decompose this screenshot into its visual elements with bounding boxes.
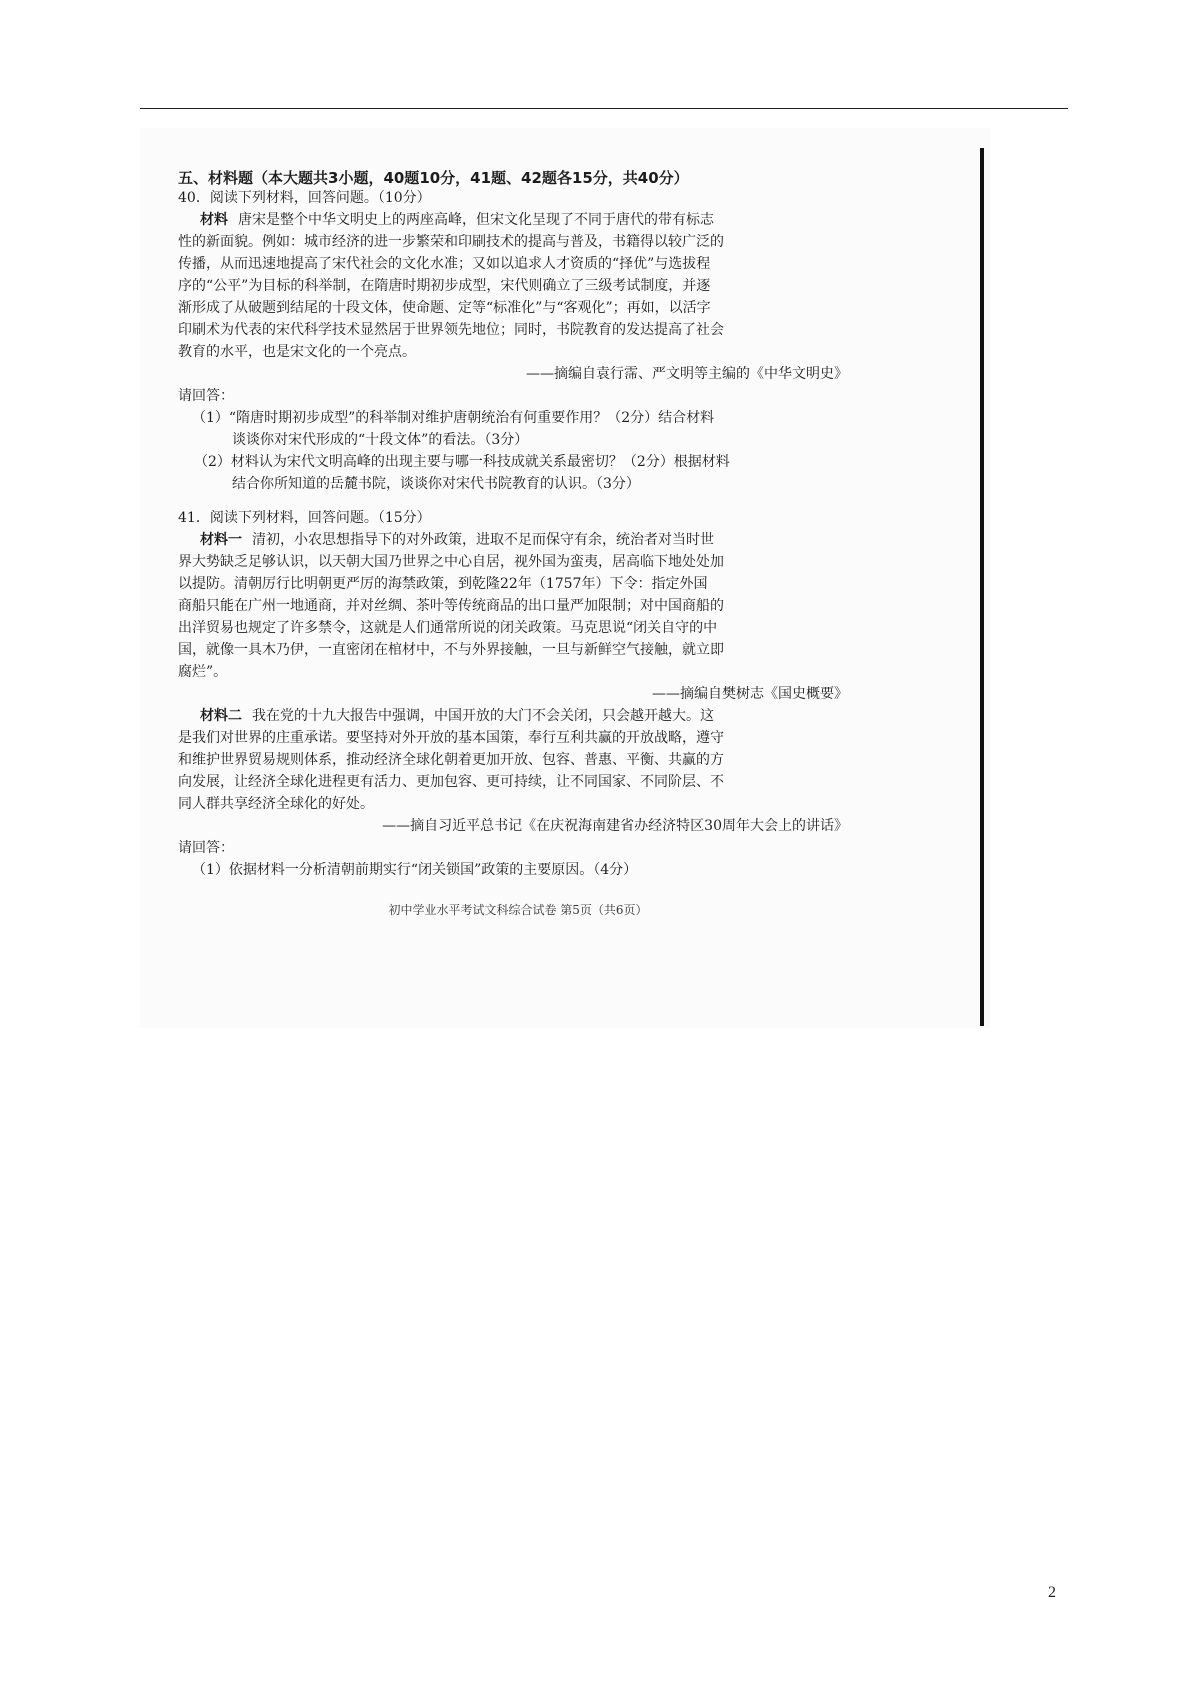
page-number: 2	[1048, 1584, 1056, 1601]
q41-prompt: 41．阅读下列材料，回答问题。（15分）	[178, 510, 431, 526]
q41-material2-line: 是我们对世界的庄重承诺。要坚持对外开放的基本国策，奉行互利共赢的开放战略，遵守	[178, 730, 724, 746]
q40-subquestion: （1）“隋唐时期初步成型”的科举制对维护唐朝统治有何重要作用？（2分）结合材料	[192, 410, 715, 426]
q41-material2-line	[200, 706, 880, 726]
q40-subquestion: 谈谈你对宋代形成的“十段文体”的看法。（3分）	[232, 432, 529, 448]
q40-material-label: 材料	[200, 212, 228, 228]
q40-material-line: 序的“公平”为目标的科举制，在隋唐时期初步成型，宋代则确立了三级考试制度，并逐	[178, 278, 711, 294]
q41-source2: ——摘自习近平总书记《在庆祝海南建省办经济特区30周年大会上的讲话》	[382, 818, 848, 834]
q41-source1: ——摘编自樊树志《国史概要》	[652, 686, 848, 702]
q41-material1-line: 出洋贸易也规定了许多禁令，这就是人们通常所说的闭关政策。马克思说“闭关自守的中	[178, 620, 718, 636]
q40-source: ——摘编自袁行霈、严文明等主编的《中华文明史》	[526, 366, 848, 382]
exam-footer: 初中学业水平考试文科综合试卷 第5页（共6页）	[388, 903, 648, 917]
q41-material1-line: 商船只能在广州一地通商，并对丝绸、茶叶等传统商品的出口量严加限制；对中国商船的	[178, 598, 724, 614]
q40-material-line: 渐形成了从破题到结尾的十段文体，使命题、定等“标准化”与“客观化”；再如，以活字	[178, 300, 711, 316]
q41-material1-line: 界大势缺乏足够认识，以天朝大国乃世界之中心自居，视外国为蛮夷，居高临下地处处加	[178, 554, 724, 570]
q41-material1-line: 以提防。清朝厉行比明朝更严厉的海禁政策，到乾隆22年（1757年）下令：指定外国	[178, 576, 708, 592]
q41-material1-line: 腐烂”。	[178, 664, 228, 680]
q40-material-text: 唐宋是整个中华文明史上的两座高峰，但宋文化呈现了不同于唐代的带有标志	[238, 212, 714, 228]
section-heading: 五、材料题（本大题共3小题，40题10分，41题、42题各15分，共40分）	[178, 169, 689, 187]
q40-material-line: 教育的水平，也是宋文化的一个亮点。	[178, 344, 416, 360]
q41-material1-text: 清初，小农思想指导下的对外政策，进取不足而保守有余，统治者对当时世	[252, 532, 714, 548]
scan-right-edge	[980, 148, 984, 1026]
q40-subquestion: 结合你所知道的岳麓书院，谈谈你对宋代书院教育的认识。（3分）	[232, 476, 640, 492]
q40-subquestion: （2）材料认为宋代文明高峰的出现主要与哪一科技成就关系最密切？（2分）根据材料	[194, 454, 730, 470]
q41-material2-label: 材料二	[200, 708, 242, 724]
q40-material-line	[200, 210, 880, 230]
q40-material-line: 印刷术为代表的宋代科学技术显然居于世界领先地位；同时，书院教育的发达提高了社会	[178, 322, 724, 338]
q41-material2-line: 同人群共享经济全球化的好处。	[178, 796, 374, 812]
q41-material1-line	[200, 530, 880, 550]
q41-material2-line: 和维护世界贸易规则体系，推动经济全球化朝着更加开放、包容、普惠、平衡、共赢的方	[178, 752, 724, 768]
q40-prompt: 40．阅读下列材料，回答问题。（10分）	[178, 190, 431, 206]
q41-subquestion: （1）依据材料一分析清朝前期实行“闭关锁国”政策的主要原因。（4分）	[192, 862, 638, 878]
q41-material2-line: 向发展，让经济全球化进程更有活力、更加包容、更可持续，让不同国家、不同阶层、不	[178, 774, 724, 790]
q40-material-line: 传播，从而迅速地提高了宋代社会的文化水准；又如以追求人才资质的“择优”与选拔程	[178, 256, 711, 272]
q40-ask: 请回答：	[178, 388, 234, 404]
q40-material-line: 性的新面貌。例如：城市经济的进一步繁荣和印刷技术的提高与普及，书籍得以较广泛的	[178, 234, 724, 250]
q41-ask: 请回答：	[178, 840, 234, 856]
q41-material1-line: 国，就像一具木乃伊，一直密闭在棺材中，不与外界接触，一旦与新鲜空气接触，就立即	[178, 642, 724, 658]
q41-material2-text: 我在党的十九大报告中强调，中国开放的大门不会关闭，只会越开越大。这	[252, 708, 714, 724]
top-rule	[140, 108, 1068, 109]
q41-material1-label: 材料一	[200, 532, 242, 548]
